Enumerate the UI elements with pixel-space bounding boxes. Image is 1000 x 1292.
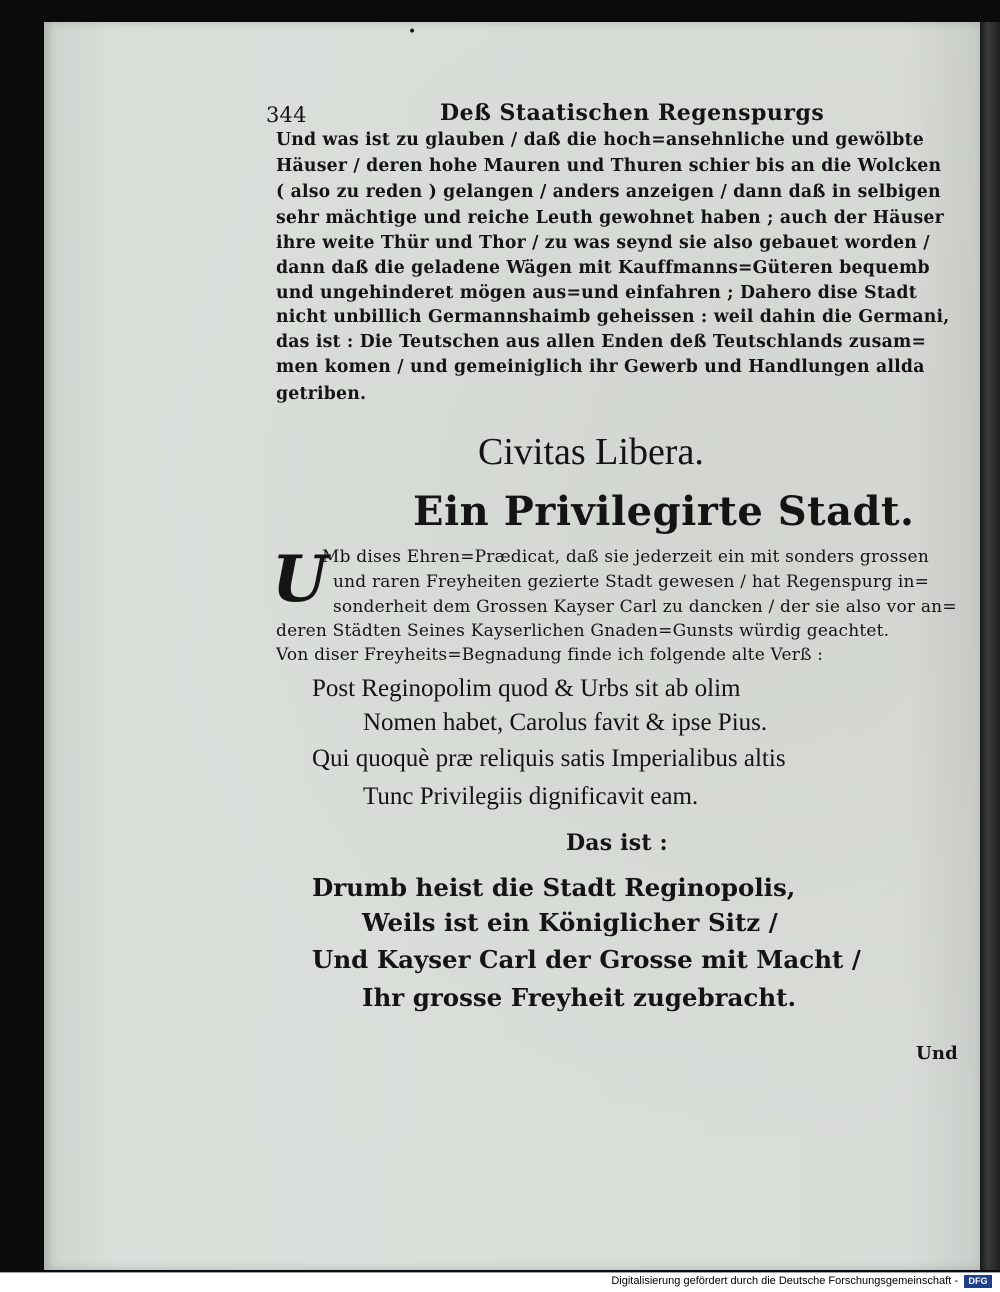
intro-line: deren Städten Seines Kayserlichen Gnaden=Gunsts würdig geachtet. — [276, 621, 890, 641]
footer-credit: Digitalisierung gefördert durch die Deutsche Forschungsgemeinschaft - — [611, 1275, 958, 1287]
verse-line: Und Kayser Carl der Grosse mit Macht / — [312, 945, 861, 974]
verse-line: Qui quoquè præ reliquis satis Imperialibus altis — [312, 745, 786, 772]
body-line: men komen / und gemeiniglich ihr Gewerb und Handlungen allda — [276, 357, 925, 377]
body-line: das ist : Die Teutschen aus allen Enden deß Teutschlands zusam= — [276, 332, 927, 352]
intro-line: und raren Freyheiten gezierte Stadt gewesen / hat Regenspurg in= — [333, 572, 930, 592]
body-line: Und was ist zu glauben / daß die hoch=ansehnliche und gewölbte — [276, 130, 924, 150]
decorated-initial: U — [272, 542, 328, 617]
intro-line: Von diser Freyheits=Begnadung finde ich folgende alte Verß : — [276, 645, 824, 665]
body-line: ( also zu reden ) gelangen / anders anzeigen / dann daß in selbigen — [276, 182, 941, 202]
intro-line: Mb dises Ehren=Prædicat, daß sie jederzeit ein mit sonders grossen — [322, 547, 929, 567]
dfg-logo-icon[interactable]: DFG — [964, 1275, 992, 1288]
running-head: Deß Staatischen Regenspurgs — [440, 100, 825, 126]
body-line: und ungehinderet mögen aus=und einfahren ; Dahero dise Stadt — [276, 283, 917, 303]
heading-german: Ein Privilegirte Stadt. — [413, 488, 915, 535]
verse-line: Post Reginopolim quod & Urbs sit ab olim — [312, 675, 741, 702]
das-ist-label: Das ist : — [566, 830, 668, 856]
verse-line: Drumb heist die Stadt Reginopolis, — [312, 873, 796, 902]
page-edge — [980, 22, 1000, 1270]
printer-mark: • — [408, 24, 417, 40]
intro-line: sonderheit dem Grossen Kayser Carl zu dancken / der sie also vor an= — [333, 597, 957, 617]
verse-line: Ihr grosse Freyheit zugebracht. — [362, 983, 796, 1012]
body-line: dann daß die geladene Wägen mit Kauffmanns=Güteren bequemb — [276, 258, 930, 278]
heading-latin: Civitas Libera. — [478, 431, 704, 473]
verse-line: Weils ist ein Königlicher Sitz / — [362, 908, 778, 937]
page-number: 344 — [266, 103, 307, 127]
footer-bar — [0, 1272, 1000, 1292]
verse-line: Nomen habet, Carolus favit & ipse Pius. — [363, 709, 768, 736]
body-line: ihre weite Thür und Thor / zu was seynd sie also gebauet worden / — [276, 233, 930, 253]
body-line: nicht unbillich Germannshaimb geheissen : weil dahin die Germani, — [276, 307, 950, 327]
verse-line: Tunc Privilegiis dignificavit eam. — [363, 783, 699, 810]
catchword: Und — [916, 1043, 958, 1064]
body-line: Häuser / deren hohe Mauren und Thuren schier bis an die Wolcken — [276, 156, 942, 176]
body-line: getriben. — [276, 384, 367, 404]
body-line: sehr mächtige und reiche Leuth gewohnet haben ; auch der Häuser — [276, 208, 944, 228]
